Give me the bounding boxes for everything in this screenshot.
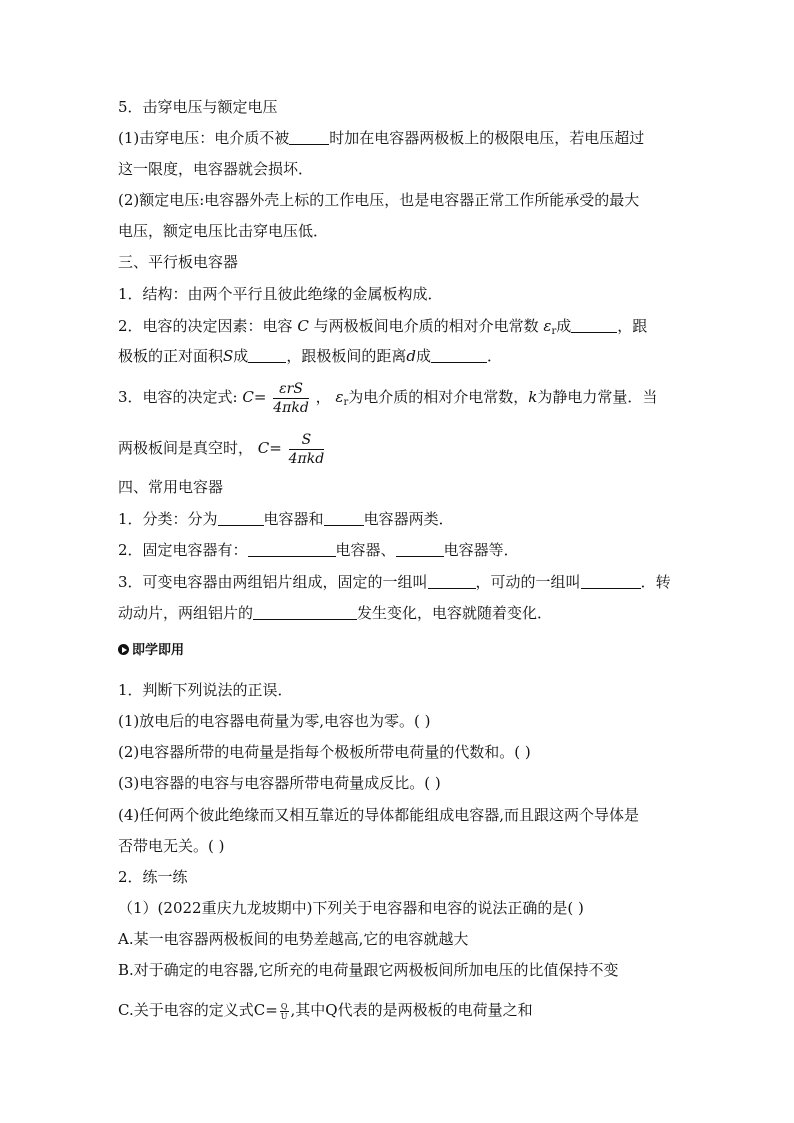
capacitance-factors-line-2: 极板的正对面积S成 ，跟极板间的距离d成 ． <box>118 347 502 365</box>
judge-question: 1．判断下列说法的正误． <box>118 681 293 699</box>
fill-blank[interactable] <box>248 542 336 557</box>
judge-item-4: (4)任何两个彼此绝缘而又相互靠近的导体都能组成电容器,而且跟这两个导体是 <box>118 806 640 824</box>
fill-blank[interactable] <box>428 574 476 589</box>
judge-item-4-line-2: 否带电无关。( ) <box>118 837 225 855</box>
definition-fraction: $\frac{Q}{U}$ <box>280 1001 288 1021</box>
structure-line: 1．结构：由两个平行且彼此绝缘的金属板构成． <box>118 285 443 303</box>
judge-item-1: (1)放电后的电容器电荷量为零,电容也为零。( ) <box>118 712 431 730</box>
practice-question: 2．练一练 <box>118 868 188 886</box>
option-c: C.关于电容的定义式C= $\frac{Q}{U}$ ,其中Q代表的是两极板的电荷量之和 <box>118 1001 533 1021</box>
fill-blank[interactable] <box>581 574 641 589</box>
formula-fraction: $\frac{S}{\text{4πkd}}$ <box>288 431 325 467</box>
variable-capacitor-line: 3．可变电容器由两组铝片组成，固定的一组叫 ，可动的一组叫 ．转 <box>118 573 671 591</box>
section-4-title: 四、常用电容器 <box>118 478 224 496</box>
section-5-title: 5．击穿电压与额定电压 <box>118 98 278 116</box>
rated-voltage-line: (2)额定电压:电容器外壳上标的工作电压，也是电容器正常工作所能承受的最大 <box>118 191 640 209</box>
play-circle-icon <box>118 644 129 655</box>
judge-item-3: (3)电容器的电容与电容器所带电荷量成反比。( ) <box>118 774 441 792</box>
option-a: A.某一电容器两极板间的电势差越高,它的电容就越大 <box>118 930 469 948</box>
rated-voltage-line-2: 电压，额定电压比击穿电压低． <box>118 222 329 240</box>
vacuum-formula-line: 两极板间是真空时， C= $\frac{S}{\text{4πkd}}$ <box>118 431 325 467</box>
formula-fraction: $\frac{\text{εrS}}{\text{4πkd}}$ <box>273 380 309 416</box>
fill-blank[interactable] <box>571 318 617 333</box>
fixed-capacitor-line: 2．固定电容器有： 电容器、 电容器等． <box>118 541 519 559</box>
breakdown-voltage-line: (1)击穿电压：电介质不被 时加在电容器两极板上的极限电压，若电压超过 <box>118 129 645 147</box>
fill-blank[interactable] <box>218 511 264 526</box>
practice-header: 即学即用 <box>118 641 184 661</box>
breakdown-voltage-line-2: 这一限度，电容器就会损坏． <box>118 160 314 178</box>
judge-item-2: (2)电容器所带的电荷量是指每个极板所带电荷量的代数和。( ) <box>118 743 531 761</box>
practice-item-1: （1）(2022重庆九龙坡期中)下列关于电容器和电容的说法正确的是( ) <box>118 899 584 917</box>
variable-capacitor-line-2: 动动片，两组铝片的 发生变化，电容就随着变化． <box>118 604 553 622</box>
fill-blank[interactable] <box>248 348 286 363</box>
capacitance-factors-line: 2．电容的决定因素：电容 C 与两极板间电介质的相对介电常数 $\varepsilon_r$成 ，跟 <box>118 317 648 337</box>
decision-formula-line: 3．电容的决定式: C= $\frac{\text{εrS}}{\text{4πkd}}$ ， $\varepsilon_r$为电介质的相对介电常数，k为静电力常量．当 <box>118 380 658 416</box>
fill-blank[interactable] <box>431 348 487 363</box>
classification-line: 1．分类：分为 电容器和 电容器两类． <box>118 510 454 528</box>
fill-blank[interactable] <box>289 130 329 145</box>
fill-blank[interactable] <box>324 511 364 526</box>
fill-blank[interactable] <box>396 542 444 557</box>
fill-blank[interactable] <box>253 605 357 620</box>
section-3-title: 三、平行板电容器 <box>118 253 239 271</box>
option-b: B.对于确定的电容器,它所充的电荷量跟它两极板间所加电压的比值保持不变 <box>118 961 619 979</box>
